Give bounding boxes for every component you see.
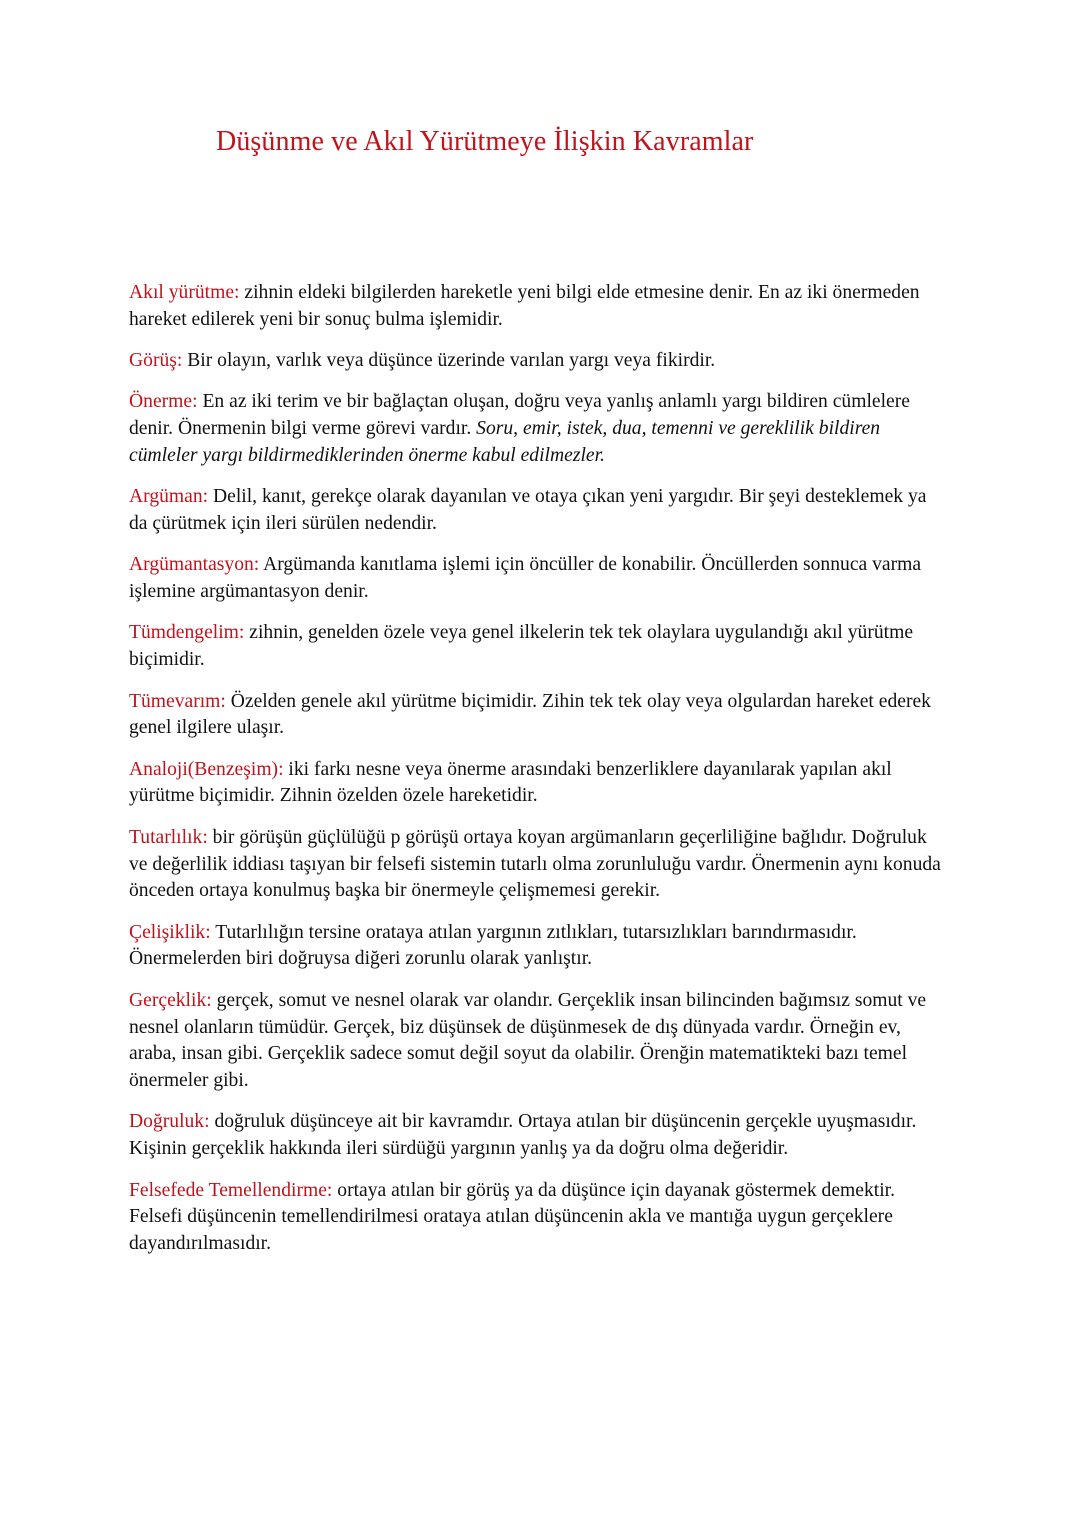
term-label: Gerçeklik: xyxy=(129,989,212,1011)
definition-text: iki farkı nesne veya önerme arasındaki benzerliklere dayanılarak yapılan akıl yürütme biçimidir. Zihnin özelden özele hareketidir. xyxy=(129,758,892,807)
term-label: Görüş: xyxy=(129,350,183,372)
term-label: Argüman: xyxy=(129,486,209,508)
term-label: Akıl yürütme: xyxy=(129,282,240,303)
definitions-list xyxy=(129,280,949,1272)
definition-text: zihnin, genelden özele veya genel ilkelerin tek tek olaylara uygulandığı akıl yürütme biçimidir. xyxy=(129,622,914,671)
page-title: Düşünme ve Akıl Yürütmeye İlişkin Kavramlar xyxy=(216,126,754,157)
definition-italic-note: Soru, emir, istek, dua, temenni ve gereklilik bildiren cümleler yargı bildirmediklerinden önerme kabul edilmezler. xyxy=(129,418,881,466)
definition-akil-yurutme xyxy=(129,280,949,334)
term-label: Çelişiklik: xyxy=(129,921,211,943)
definition-text: Delil, kanıt, gerekçe olarak dayanılan ve otaya çıkan yeni yargıdır. Bir şeyi desteklemek ya da çürütmek için ileri sürülen nedendir. xyxy=(129,486,927,535)
term-label: Tümdengelim: xyxy=(129,622,245,644)
definition-text: gerçek, somut ve nesnel olarak var olandır. Gerçeklik insan bilincinden bağımsız somut ve nesnel olanların tümüdür. Gerçek, biz düşünsek de düşünmesek de dış dünyada vardır. Örneğin ev, araba, insan gibi. Gerçeklik sadece somut değil soyut da olabilir. Örenğin matematikteki bazı temel önermeler gibi. xyxy=(129,989,927,1092)
term-label: Felsefede Temellendirme: xyxy=(129,1179,333,1201)
definition-felsefede-temellendirme xyxy=(129,1178,949,1258)
term-label: Doğruluk: xyxy=(129,1111,210,1133)
term-label: Tutarlılık: xyxy=(129,826,208,848)
definition-analoji xyxy=(129,757,949,811)
definition-onerme xyxy=(129,389,949,469)
definition-tumdengelim xyxy=(129,620,949,674)
definition-text: Özelden genele akıl yürütme biçimidir. Zihin tek tek olay veya olgulardan hareket ederek genel ilgilere ulaşır. xyxy=(129,690,931,739)
definition-text: En az iki terim ve bir bağlaçtan oluşan, doğru veya yanlış anlamlı yargı bildiren cümlelere denir. Önermenin bilgi verme görevi vardır. xyxy=(129,391,910,440)
definition-dogruluk xyxy=(129,1109,949,1163)
definition-gerceklik xyxy=(129,988,949,1095)
definition-gorus xyxy=(129,348,949,375)
definition-arguman xyxy=(129,484,949,538)
definition-celisiklik xyxy=(129,920,949,974)
definition-text: Tutarlılığın tersine orataya atılan yargının zıtlıkları, tutarsızlıkları barındırmasıdır. Önermelerden biri doğruysa diğeri zorunlu olarak yanlıştır. xyxy=(129,921,857,970)
definition-text: Argümanda kanıtlama işlemi için öncüller de konabilir. Öncüllerden sonnuca varma işlemine argümantasyon denir. xyxy=(129,554,922,603)
definition-tutarlilik xyxy=(129,825,949,905)
term-label: Argümantasyon: xyxy=(129,554,260,576)
term-label: Tümevarım: xyxy=(129,690,226,712)
definition-text: Bir olayın, varlık veya düşünce üzerinde varılan yargı veya fikirdir. xyxy=(182,350,716,372)
term-label: Önerme: xyxy=(129,391,198,413)
definition-text: bir görüşün güçlülüğü p görüşü ortaya koyan argümanların geçerliliğine bağlıdır. Doğruluk ve değerlilik iddiası taşıyan bir felsefi sistemin tutarlı olma zorunluluğu vardır. Önermenin aynı konuda önceden ortaya konulmuş başka bir önermeyle çelişmemesi gerekir. xyxy=(129,826,941,902)
definition-argumantasyon xyxy=(129,552,949,606)
definition-tumevarim xyxy=(129,689,949,743)
definition-text: zihnin eldeki bilgilerden hareketle yeni bilgi elde etmesine denir. En az iki önermeden hareket edilerek yeni bir sonuç bulma işlemidir. xyxy=(129,282,920,330)
definition-text: ortaya atılan bir görüş ya da düşünce için dayanak göstermek demektir. Felsefi düşüncenin temellendirilmesi orataya atılan düşüncenin akla ve mantığa uygun gerçeklere dayandırılmasıdır. xyxy=(129,1179,895,1255)
definition-text: doğruluk düşünceye ait bir kavramdır. Ortaya atılan bir düşüncenin gerçekle uyuşmasıdır. Kişinin gerçeklik hakkında ileri sürdüğü yargının yanlış ya da doğru olma değeridir. xyxy=(129,1111,917,1160)
term-label: Analoji(Benzeşim): xyxy=(129,758,284,780)
